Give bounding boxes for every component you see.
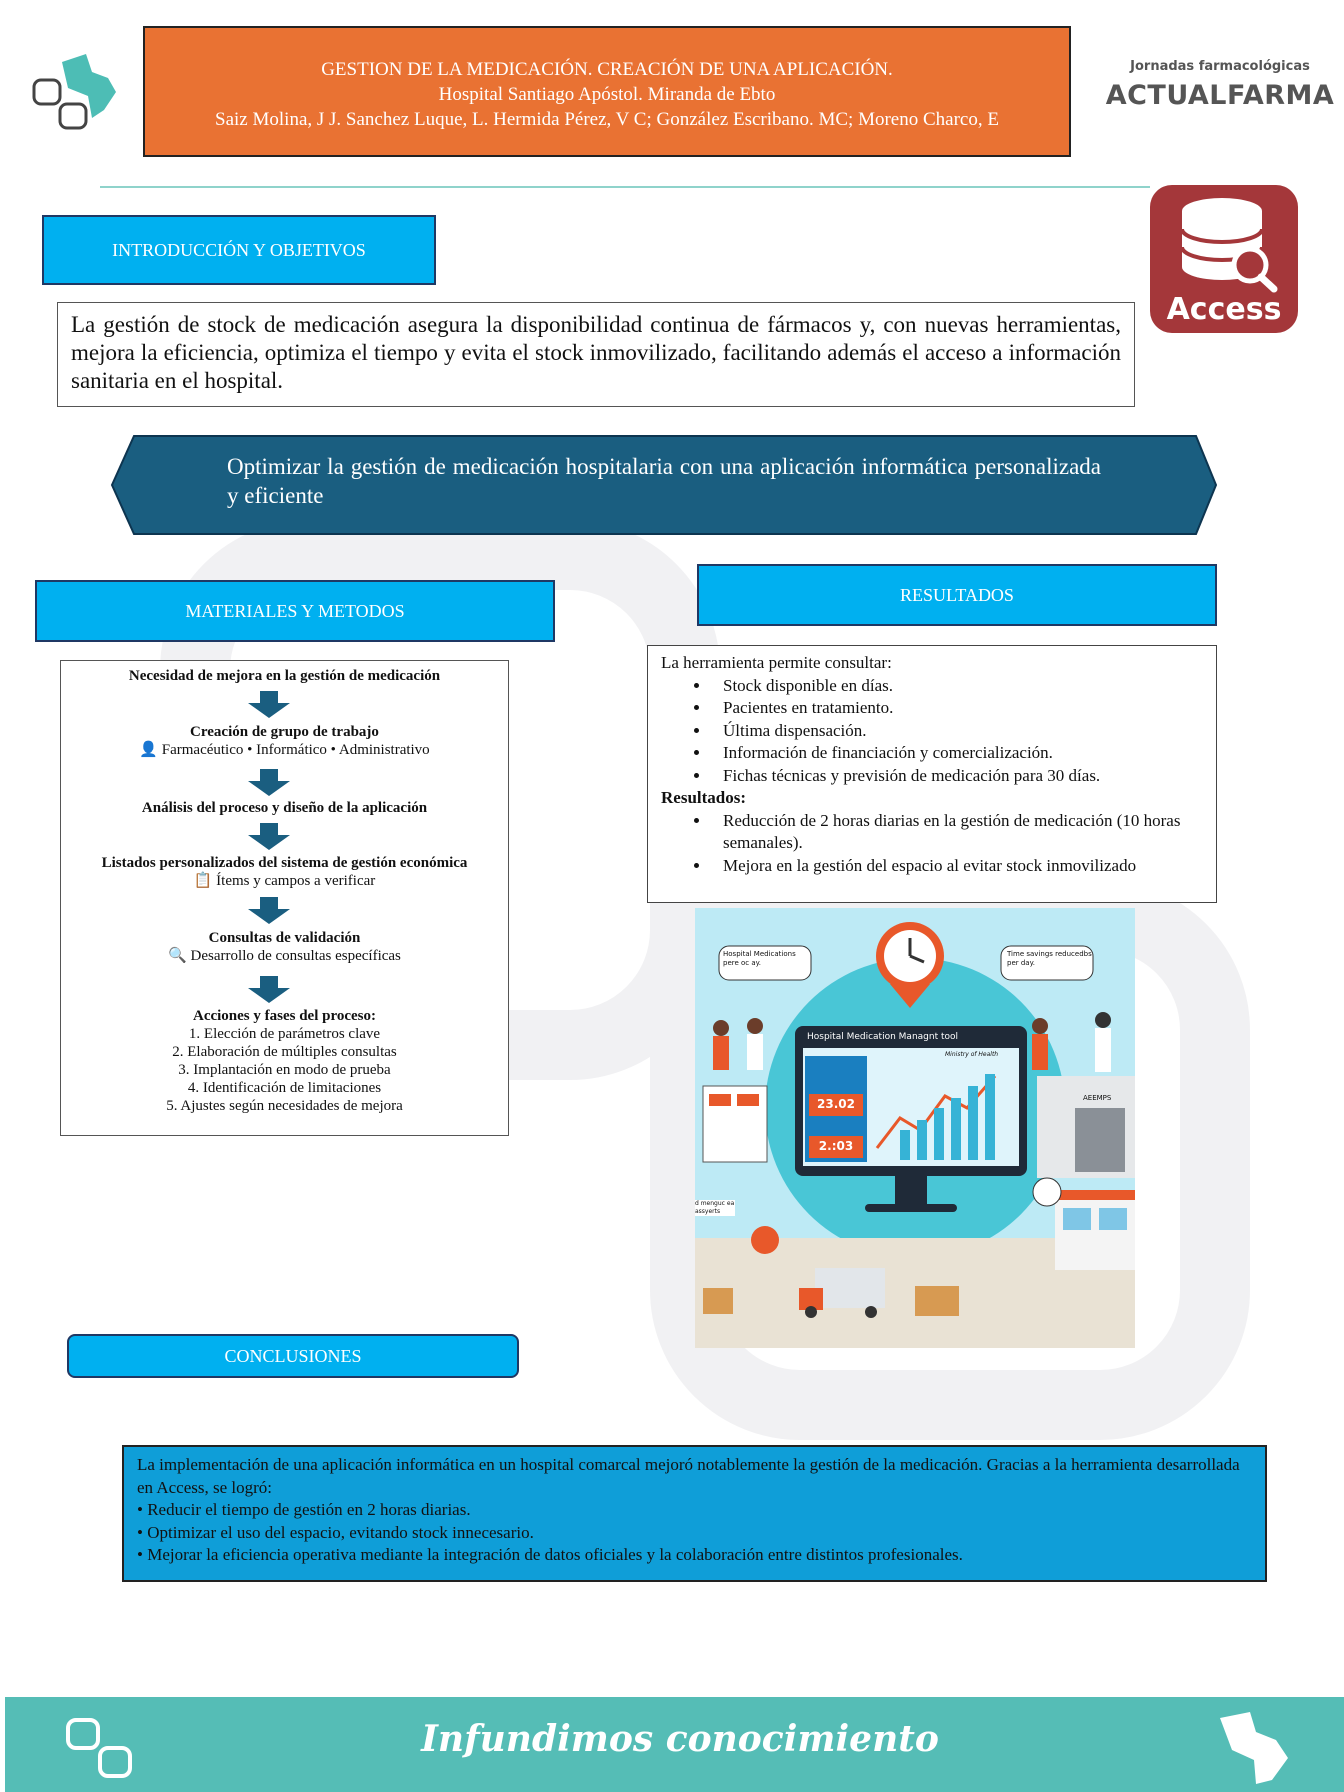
access-logo <box>1150 185 1298 333</box>
conclusions-line: • Reducir el tiempo de gestión en 2 horas diarias. <box>137 1500 471 1519</box>
down-arrow-icon <box>247 976 291 1004</box>
flow-step-group <box>61 723 508 759</box>
database-icon <box>1150 185 1298 295</box>
list-item: • Pacientes en tratamiento. <box>711 697 1203 720</box>
flow-action-item: 3. Implantación en modo de prueba <box>178 1062 391 1078</box>
down-arrow-icon <box>247 769 291 797</box>
flow-action-item: 4. Identificación de limitaciones <box>187 1080 382 1096</box>
medication-tool-illustration <box>695 908 1135 1348</box>
down-arrow-icon <box>247 823 291 851</box>
list-item: • Stock disponible en días. <box>711 675 1203 698</box>
flow-step-validation <box>61 929 508 965</box>
clipboard-icon: 📋 <box>193 873 217 889</box>
conclusions-line: • Mejorar la eficiencia operativa mediante la integración de datos oficiales y la colaboración entre distintos profesionales. <box>137 1545 963 1564</box>
building-label: AEEMPS <box>1083 1094 1112 1102</box>
results-box <box>647 645 1217 903</box>
magnifier-icon: 🔍 <box>168 948 191 964</box>
people-icon: 👤 <box>139 742 162 758</box>
list-item: • Reducción de 2 horas diarias en la gestión de medicación (10 horas semanales). <box>711 810 1203 855</box>
list-item: • Fichas técnicas y previsión de medicación para 30 días. <box>711 765 1203 788</box>
poster-hospital: Hospital Santiago Apóstol. Miranda de Ebto <box>438 84 776 105</box>
footer-shape-icon <box>1210 1710 1294 1786</box>
results-query-list <box>661 675 1203 788</box>
flow-step-actions <box>61 1007 508 1115</box>
brand-subtitle: Jornadas farmacológicas <box>1130 59 1310 74</box>
results-heading: RESULTADOS <box>697 564 1217 626</box>
monitor-title: Hospital Medication Managnt tool <box>807 1032 959 1042</box>
flow-step-subtitle: Ítems y campos a verificar <box>216 873 376 889</box>
flow-step-subtitle: Farmacéutico • Informático • Administrativo <box>161 742 430 758</box>
speech-bubble-right: Time savings reducedbs per day. <box>1007 950 1092 967</box>
flow-step-analysis <box>61 799 508 817</box>
access-logo-label: Access <box>1166 292 1282 327</box>
conclusions-line: La implementación de una aplicación informática en un hospital comarcal mejoró notablemente la gestión de la medicación. Gracias a la herramienta desarrollada en Access, se logró: <box>137 1455 1240 1497</box>
results-intro: La herramienta permite consultar: <box>661 653 892 672</box>
poster-title-box <box>143 26 1071 157</box>
side-label: d menguc ea assyerts <box>695 1200 735 1215</box>
poster-title: GESTION DE LA MEDICACIÓN. CREACIÓN DE UNA APLICACIÓN. <box>321 59 893 80</box>
results-label: Resultados: <box>661 788 747 807</box>
flow-action-item: 2. Elaboración de múltiples consultas <box>172 1044 397 1060</box>
flow-step-title: Consultas de validación <box>208 930 361 946</box>
list-item: • Última dispensación. <box>711 720 1203 743</box>
speech-bubble-left: Hospital Medications pere oc ay. <box>723 950 796 967</box>
down-arrow-icon <box>247 691 291 719</box>
results-outcome-list <box>661 810 1203 878</box>
conclusions-line: • Optimizar el uso del espacio, evitando stock innecesario. <box>137 1522 534 1542</box>
methods-flowchart <box>60 660 509 1136</box>
flow-step-title: Listados personalizados del sistema de gestión económica <box>101 855 468 871</box>
footer-slogan: Infundimos conocimiento <box>421 1718 939 1760</box>
flow-step-title: Análisis del proceso y diseño de la aplicación <box>141 800 428 816</box>
flow-action-item: 1. Elección de parámetros clave <box>188 1026 381 1042</box>
objective-text: Optimizar la gestión de medicación hospitalaria con una aplicación informática personalizada y eficiente <box>227 454 1101 508</box>
flow-step-need <box>61 667 508 685</box>
intro-text: La gestión de stock de medicación asegura la disponibilidad continua de fármacos y, con nuevas herramientas, mejora la eficiencia, optimiza el tiempo y evita el stock inmovilizado, facilitando además el acceso a información sanitaria en el hospital. <box>57 302 1135 407</box>
jornadas-logo-icon <box>30 52 120 134</box>
flow-step-subtitle: Desarrollo de consultas específicas <box>190 948 401 964</box>
conclusions-box <box>122 1445 1267 1582</box>
materials-heading: MATERIALES Y METODOS <box>35 580 555 642</box>
illustration-graphic <box>695 908 1135 1348</box>
header-divider <box>100 186 1150 188</box>
flow-action-item: 5. Ajustes según necesidades de mejora <box>166 1098 403 1114</box>
monitor-value-2: 2.:03 <box>818 1139 854 1153</box>
list-item: • Mejora en la gestión del espacio al evitar stock inmovilizado <box>711 855 1203 878</box>
conclusions-heading: CONCLUSIONES <box>67 1334 519 1378</box>
brand-name: ACTUALFARMA <box>1105 80 1335 111</box>
list-item: • Información de financiación y comercialización. <box>711 742 1203 765</box>
flow-step-title: Acciones y fases del proceso: <box>192 1008 377 1024</box>
monitor-value-1: 23.02 <box>817 1097 855 1111</box>
footer-logo-icon <box>66 1718 136 1780</box>
poster-authors: Saiz Molina, J J. Sanchez Luque, L. Hermida Pérez, V C; González Escribano. MC; Moreno Charco, E <box>215 109 999 130</box>
monitor-panel-label: Ministry of Health <box>945 1051 999 1058</box>
down-arrow-icon <box>247 897 291 925</box>
intro-heading: INTRODUCCIÓN Y OBJETIVOS <box>42 215 436 285</box>
flow-step-listings <box>61 854 508 890</box>
flow-step-title: Necesidad de mejora en la gestión de medicación <box>128 668 441 684</box>
flow-step-title: Creación de grupo de trabajo <box>190 724 379 740</box>
